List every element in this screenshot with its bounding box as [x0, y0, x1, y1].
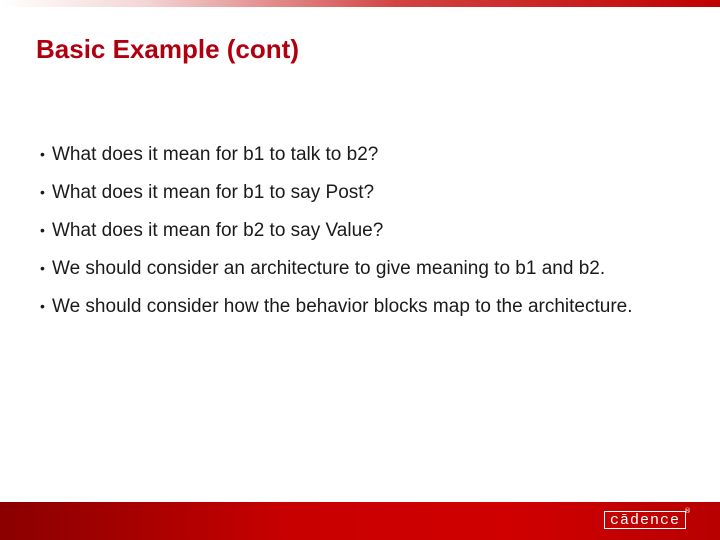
registered-mark-icon: ®	[684, 507, 691, 515]
bullet-item	[36, 294, 676, 319]
bullet-item	[36, 256, 676, 281]
bullet-dot-icon: •	[40, 260, 45, 276]
slide-title: Basic Example (cont)	[36, 34, 299, 64]
bullet-text: What does it mean for b2 to say Value?	[52, 220, 384, 241]
logo-text: cādence	[609, 511, 680, 529]
bullet-text: We should consider how the behavior blocks map to the architecture.	[52, 296, 633, 317]
top-accent-band	[0, 0, 720, 7]
bullet-dot-icon: •	[40, 184, 45, 200]
bullet-item	[36, 180, 676, 205]
bullet-dot-icon: •	[40, 222, 45, 238]
bullet-dot-icon: •	[40, 146, 45, 162]
bullet-text: What does it mean for b1 to talk to b2?	[52, 144, 379, 165]
bullet-text: We should consider an architecture to give meaning to b1 and b2.	[52, 258, 606, 279]
cadence-logo	[604, 511, 686, 529]
bullet-item	[36, 218, 676, 243]
bullet-list	[36, 142, 676, 332]
footer-band	[0, 502, 720, 540]
bullet-dot-icon: •	[40, 298, 45, 314]
bullet-item	[36, 142, 676, 167]
bullet-text: What does it mean for b1 to say Post?	[52, 182, 375, 203]
